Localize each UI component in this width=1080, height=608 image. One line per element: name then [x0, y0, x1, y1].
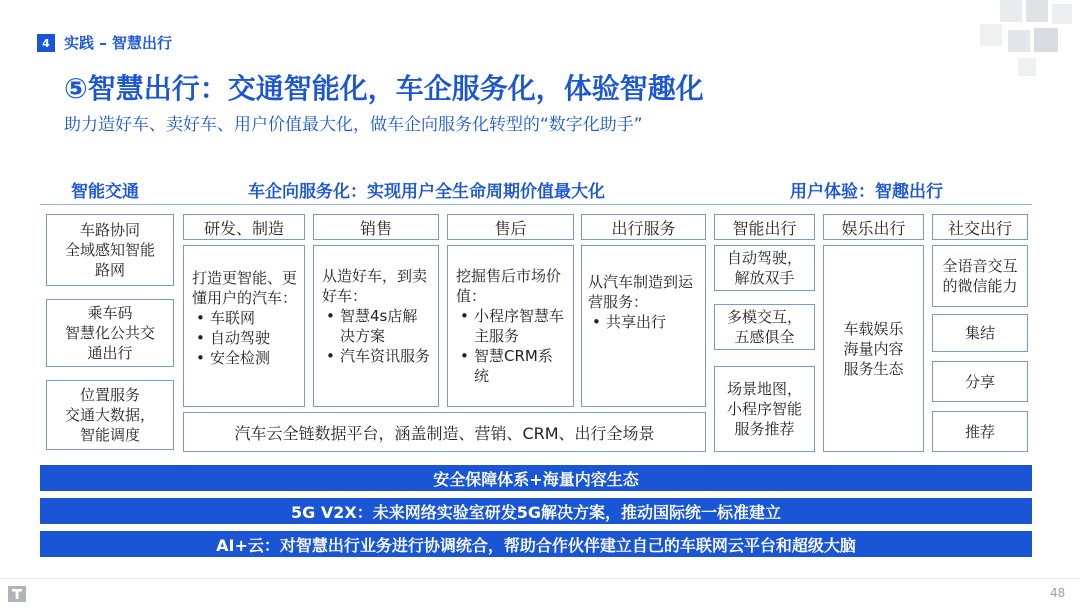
traffic-card: 位置服务 交通大数据， 智能调度 — [46, 380, 174, 450]
list-item: • 智慧CRM系统 — [474, 346, 567, 386]
service-intro: 挖掘售后市场价值： — [456, 267, 562, 305]
service-body-aftersales — [447, 245, 574, 407]
section-label: 实践 – 智慧出行 — [64, 34, 172, 52]
service-header: 销售 — [313, 214, 439, 240]
social-card: 集结 — [932, 314, 1028, 352]
list-item: • 安全检测 — [210, 348, 300, 368]
decorative-squares — [960, 0, 1080, 90]
list-item: • 智慧4s店解决方案 — [340, 306, 432, 346]
logo-icon — [8, 586, 26, 602]
traffic-card: 车路协同 全域感知智能 路网 — [46, 214, 174, 286]
social-card: 全语音交互 的微信能力 — [932, 245, 1028, 307]
smart-travel-card: 场景地图， 小程序智能 服务推荐 — [714, 366, 815, 452]
entertainment-card: 车载娱乐 海量内容 服务生态 — [823, 245, 924, 452]
smart-travel-card: 多模交互， 五感俱全 — [714, 304, 815, 350]
list-item: • 小程序智慧车主服务 — [474, 306, 567, 346]
title-divider — [40, 204, 1032, 205]
service-intro: 从造好车，到卖好车： — [322, 267, 428, 305]
page-number: 48 — [1050, 586, 1066, 600]
experience-header: 娱乐出行 — [823, 214, 924, 240]
list-item: • 车联网 — [210, 308, 300, 328]
smart-travel-card: 自动驾驶， 解放双手 — [714, 245, 815, 291]
experience-title: 用户体验：智趣出行 — [790, 182, 943, 202]
page-subtitle: 助力造好车、卖好车、用户价值最大化，做车企向服务化转型的“数字化助手” — [64, 115, 643, 135]
band-security: 安全保障体系+海量内容生态 — [40, 465, 1032, 491]
traffic-card: 乘车码 智慧化公共交 通出行 — [46, 299, 174, 367]
service-body-mobility — [581, 245, 706, 407]
band-5g: 5G V2X：未来网络实验室研发5G解决方案，推动国际统一标准建立 — [40, 498, 1032, 524]
social-card: 分享 — [932, 361, 1028, 402]
service-header: 研发、制造 — [183, 214, 305, 240]
list-item: • 共享出行 — [606, 312, 699, 332]
social-card: 推荐 — [932, 411, 1028, 452]
service-intro: 从汽车制造到运营服务： — [588, 273, 694, 311]
page-title: ⑤智慧出行：交通智能化，车企服务化，体验智趣化 — [64, 72, 704, 105]
traffic-title: 智能交通 — [71, 182, 139, 202]
list-item: • 汽车资讯服务 — [340, 346, 432, 366]
service-intro: 打造更智能、更懂用户的汽车： — [192, 269, 298, 307]
experience-header: 智能出行 — [714, 214, 815, 240]
service-header: 售后 — [447, 214, 574, 240]
service-body-sales — [313, 245, 439, 407]
service-header: 出行服务 — [581, 214, 706, 240]
footer-divider — [0, 578, 1080, 579]
data-platform: 汽车云全链数据平台，涵盖制造、营销、CRM、出行全场景 — [183, 412, 706, 452]
experience-header: 社交出行 — [932, 214, 1028, 240]
section-number-badge: 4 — [37, 34, 55, 52]
band-ai-cloud: AI+云：对智慧出行业务进行协调统合，帮助合作伙伴建立自己的车联网云平台和超级大脑 — [40, 531, 1032, 557]
service-body-rd — [183, 245, 305, 407]
service-title: 车企向服务化：实现用户全生命周期价值最大化 — [248, 182, 605, 202]
list-item: • 自动驾驶 — [210, 328, 300, 348]
